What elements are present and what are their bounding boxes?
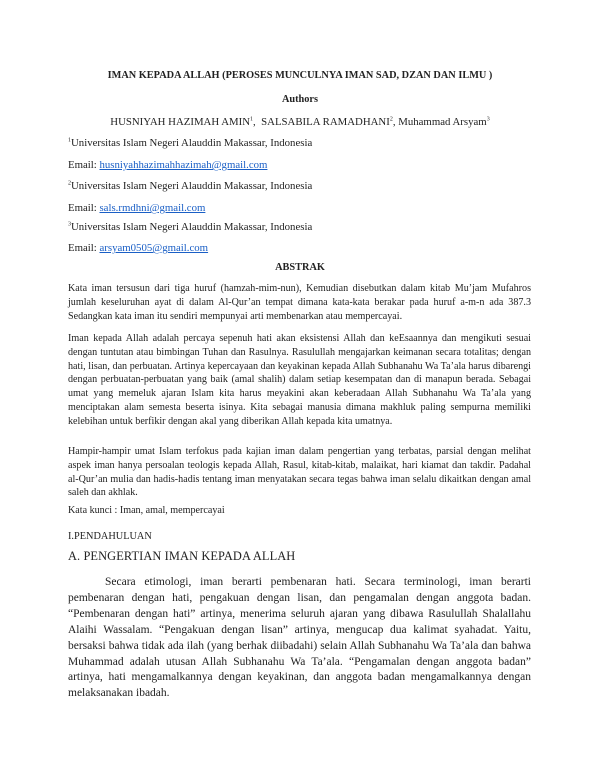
email-label: Email: [68,202,100,214]
affiliation-text: Universitas Islam Negeri Alauddin Makassar, Indonesia [71,221,313,233]
email-label: Email: [68,242,100,254]
paper-title: IMAN KEPADA ALLAH (PEROSES MUNCULNYA IMAN SAD, DZAN DAN ILMU ) [107,70,493,81]
affiliation-2 [68,180,312,192]
email-label: Email: [68,159,100,171]
email-line-1 [68,159,267,171]
abstract-paragraph-3: Hampir-hampir umat Islam terfokus pada kajian iman dalam pengertian yang terbatas, parsial dengan melihat aspek iman hanya persoalan teologis kepada Allah, Rasul, kitab-kitab, malaikat, hari kiamat dan takdir. Padahal al-Qur’an mulia dan hadis-hadis tentang iman menyatakan secara tegas bahwa iman selalu dikaitkan dengan amal saleh dan akhlak. [68,446,531,499]
abstract-heading: ABSTRAK [275,262,325,273]
affiliation-text: Universitas Islam Negeri Alauddin Makassar, Indonesia [71,180,313,192]
author-names [0,116,600,128]
author-superscript: 2 [389,116,393,123]
affiliation-1 [68,137,312,149]
email-link[interactable]: husniyahhazimahhazimah@gmail.com [99,159,268,171]
author-separator: , [253,116,262,128]
email-link[interactable]: arsyam0505@gmail.com [99,242,209,254]
affiliation-superscript: 1 [68,137,71,144]
affiliation-superscript: 3 [68,221,71,228]
abstract-paragraph-1: Kata iman tersusun dari tiga huruf (hamzah-mim-nun), Kemudian disebutkan dalam kitab Mu’jam Mufahros jumlah keseluruhan ayat di dalam Al-Qur’an tempat dimana kata-kata berakar pada huruf a-m-n ada 387.3 Sedangkan kata iman itu sendiri mempunyai arti membenarkan atau mempercayai. [68,283,531,322]
authors-heading: Authors [281,94,319,105]
affiliation-3 [68,221,312,233]
author-separator: , [392,116,399,128]
email-line-2 [68,202,205,214]
author-name: Muhammad Arsyam [398,116,487,128]
abstract-paragraph-2: Iman kepada Allah adalah percaya sepenuh hati akan eksistensi Allah dan keEsaannya dan mengikuti sesuai dengan tuntutan atau bimbingan Tuhan dan Rasulnya. Rasulullah mengajarkan keimanan secara totalitas; dengan hati, lisan, dan perbuatan. Artinya kepercayaan dan keyakinan kepada Allah Subhanahu Wa Ta’ala harus dibarengi dengan perbuatan-perbuatan yang baik (amal shalih) dalam setiap kesempatan dan di manapun berada. Sebagai umat yang memeluk ajaran Islam kita harus meyakini akan keberadaan Allah Subhanahu Wa Ta’ala yang menciptakan alam semesta beserta isinya. Kita sebagai manusia dimana makhluk paling sempurna memiliki kelebihan untuk berfikir dengan akal yang diberikan Allah kepada kita umatnya. [68,333,531,427]
email-line-3 [68,242,208,254]
section-heading: I.PENDAHULUAN [68,531,152,542]
author-superscript: 3 [486,116,490,123]
author-name: SALSABILA RAMADHANI [261,116,390,128]
email-link[interactable]: sals.rmdhni@gmail.com [99,202,206,214]
author-superscript: 1 [250,116,254,123]
affiliation-superscript: 2 [68,180,71,187]
affiliation-text: Universitas Islam Negeri Alauddin Makassar, Indonesia [71,137,313,149]
subsection-heading: A. PENGERTIAN IMAN KEPADA ALLAH [68,549,296,563]
keywords: Kata kunci : Iman, amal, mempercayai [68,505,225,516]
author-name: HUSNIYAH HAZIMAH AMIN [110,116,251,128]
body-paragraph: Secara etimologi, iman berarti pembenaran hati. Secara terminologi, iman berarti pembenaran dengan hati, pengakuan dengan lisan, dan pengamalan dengan anggota badan. “Pembenaran dengan hati” artinya, menerima seluruh ajaran yang dibawa Rasulullah Shalallahu Alaihi Wassalam. “Pengakuan dengan lisan” artinya, mengucap dua kalimat syahadat. Yaitu, bersaksi bahwa tidak ada ilah (yang berhak diibadahi) selain Allah Subhanahu Wa Ta’ala dan bahwa Muhammad adalah utusan Allah Subhanahu Wa Ta’ala. “Pengamalan dengan anggota badan” artinya, hati mengamalkannya dengan keyakinan, dan anggota badan mengamalkannya dengan melaksanakan ibadah. [68,576,531,700]
